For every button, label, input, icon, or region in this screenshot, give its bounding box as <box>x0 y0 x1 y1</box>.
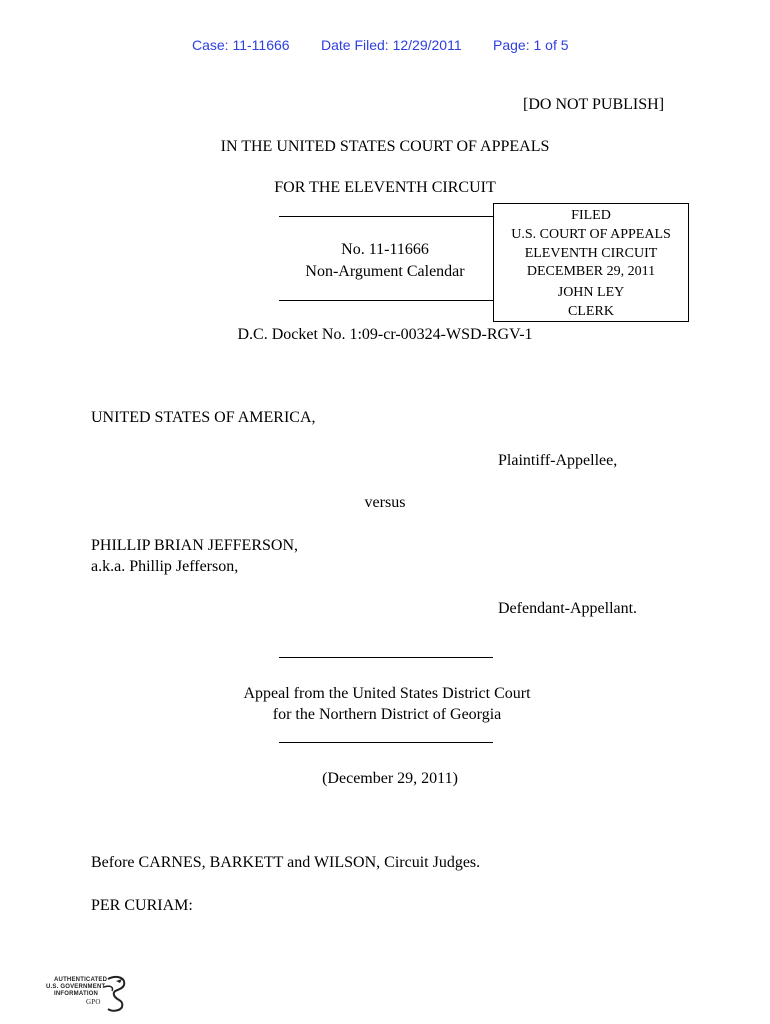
calendar-type: Non-Argument Calendar <box>305 263 465 280</box>
appeal-top-rule <box>279 657 493 658</box>
filed-stamp-title: FILED <box>571 208 611 223</box>
case-number-header: Case: 11-11666 <box>192 37 290 53</box>
eagle-icon <box>102 975 130 1013</box>
bottom-rule <box>279 300 493 301</box>
defendant-role: Defendant-Appellant. <box>498 600 638 617</box>
date-filed-header: Date Filed: 12/29/2011 <box>321 37 462 53</box>
gpo-line-3: INFORMATION <box>54 991 99 997</box>
filed-stamp-clerk-name: JOHN LEY <box>557 285 625 300</box>
defendant-aka: a.k.a. Phillip Jefferson, <box>91 558 239 575</box>
circuit-name: FOR THE ELEVENTH CIRCUIT <box>274 179 496 196</box>
decision-date: (December 29, 2011) <box>322 770 458 787</box>
page-number-header: Page: 1 of 5 <box>493 37 569 53</box>
filed-stamp <box>493 203 689 322</box>
plaintiff-name: UNITED STATES OF AMERICA, <box>91 409 316 426</box>
gpo-line-1: AUTHENTICATED <box>54 977 108 983</box>
gpo-line-2: U.S. GOVERNMENT <box>46 984 106 990</box>
publish-status: [DO NOT PUBLISH] <box>523 96 665 113</box>
case-number: No. 11-11666 <box>341 241 429 258</box>
filed-stamp-circuit: ELEVENTH CIRCUIT <box>524 246 658 261</box>
appeal-line-1: Appeal from the United States District Court <box>243 685 531 702</box>
gpo-authentication-logo <box>44 975 134 1015</box>
filed-stamp-date: DECEMBER 29, 2011 <box>526 264 656 279</box>
appeal-line-2: for the Northern District of Georgia <box>272 706 502 723</box>
gpo-mark: GPO <box>86 998 101 1006</box>
appeal-bottom-rule <box>279 742 493 743</box>
judges-panel: Before CARNES, BARKETT and WILSON, Circuit Judges. <box>91 854 481 871</box>
top-rule <box>279 216 493 217</box>
plaintiff-role: Plaintiff-Appellee, <box>498 452 618 469</box>
per-curiam: PER CURIAM: <box>91 897 193 914</box>
filed-stamp-court: U.S. COURT OF APPEALS <box>511 227 671 242</box>
versus-label: versus <box>364 494 406 511</box>
filed-stamp-clerk-title: CLERK <box>568 304 614 319</box>
court-name: IN THE UNITED STATES COURT OF APPEALS <box>220 138 550 155</box>
docket-number: D.C. Docket No. 1:09-cr-00324-WSD-RGV-1 <box>237 326 533 343</box>
defendant-name: PHILLIP BRIAN JEFFERSON, <box>91 537 298 554</box>
